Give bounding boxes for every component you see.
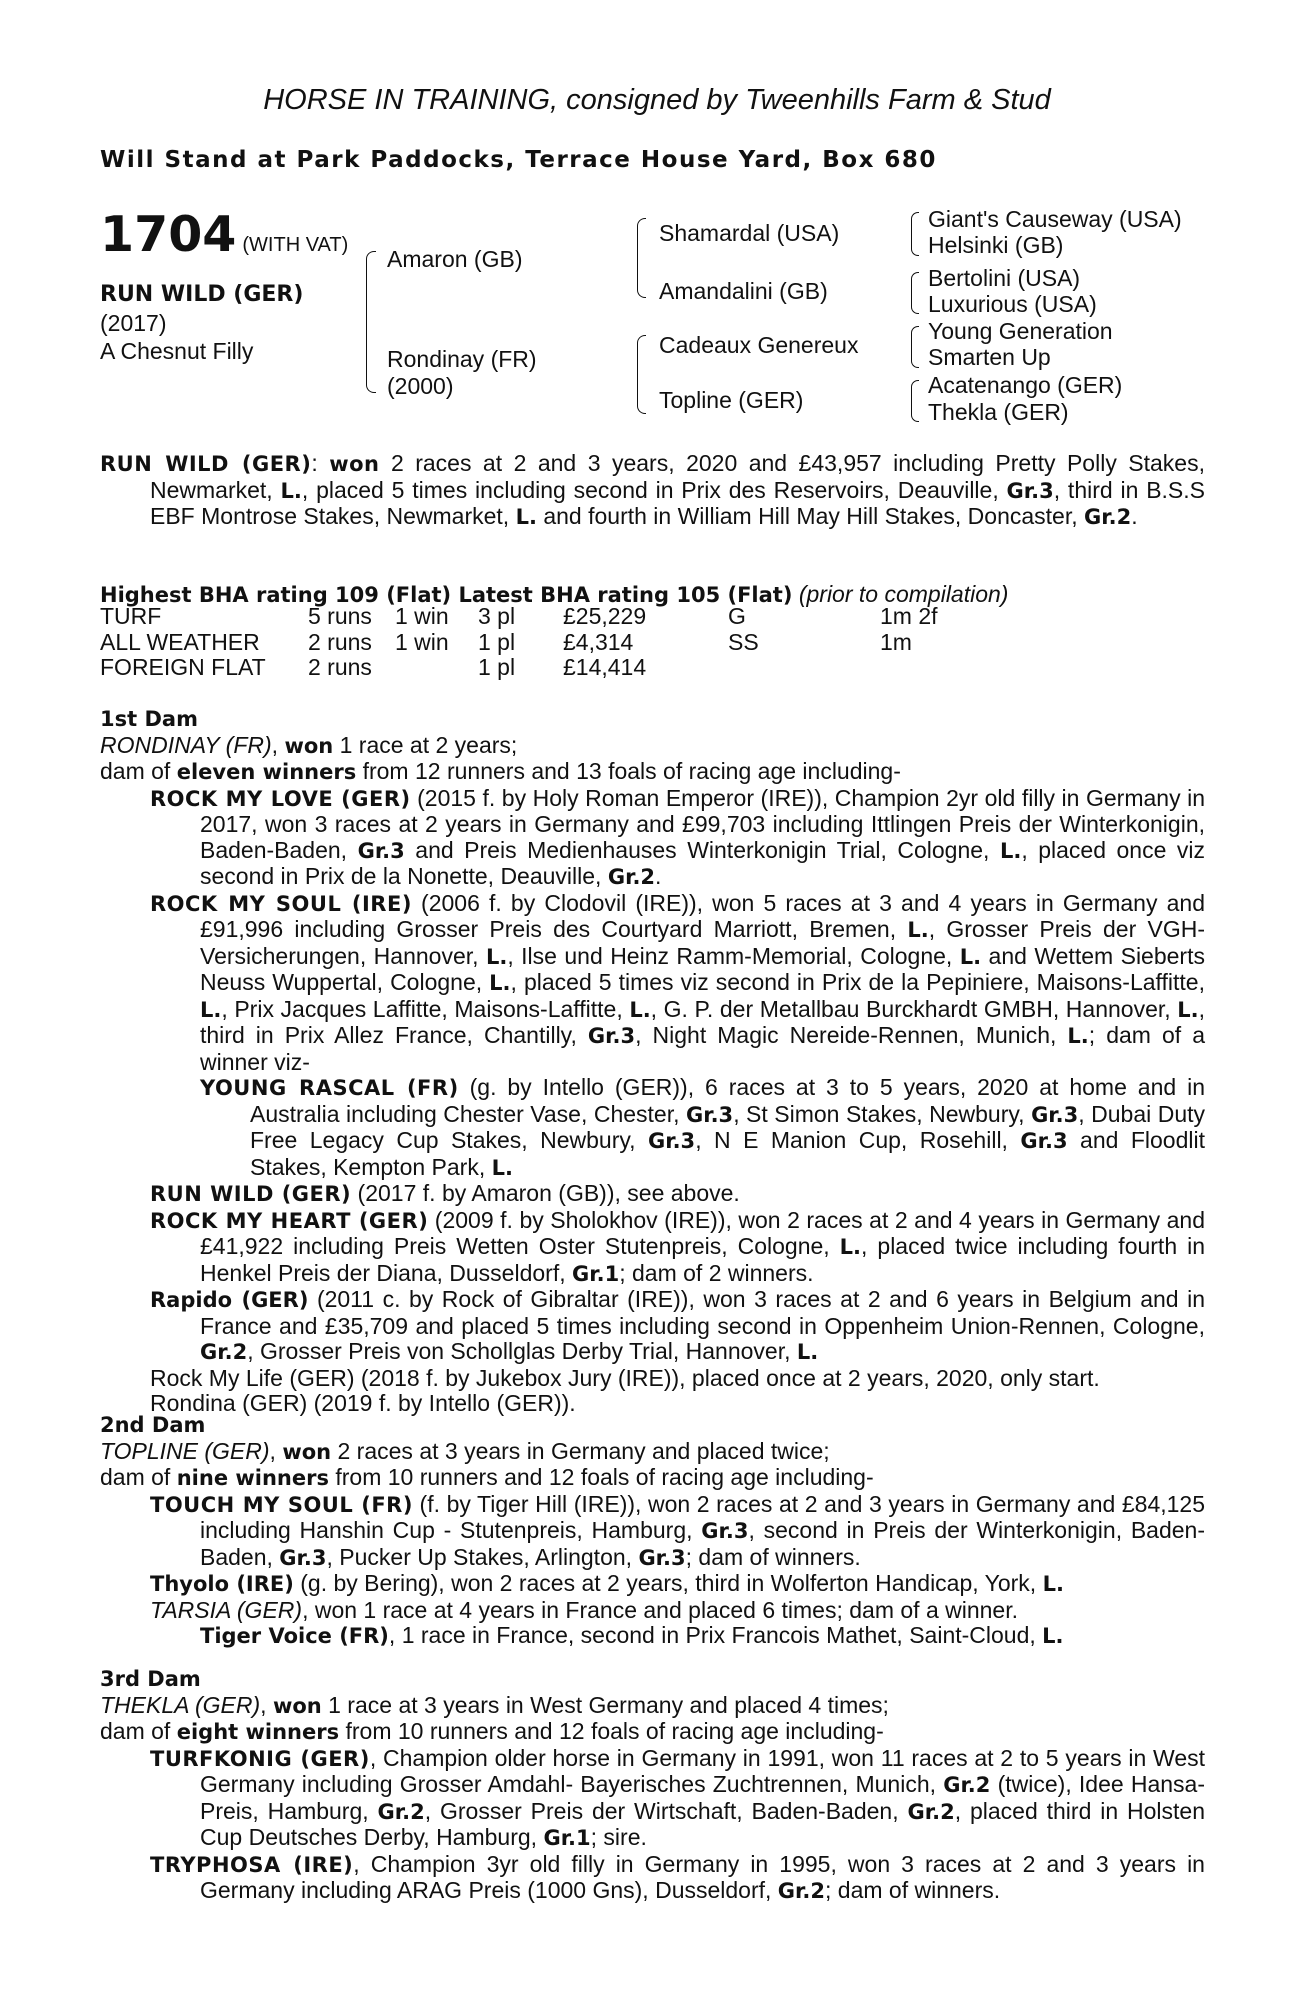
list-item: ROCK MY SOUL (IRE) (2006 f. by Clodovil (IRE)), won 5 races at 3 and 4 years in Germany and £91,996 including Grosser Preis des Courtyard Marriott, Bremen, L., Grosser Preis der VGH-Versicherungen, Hannover, L., Ilse und Heinz Ramm-Memorial, Cologne, L. and Wettem Sieberts Neuss Wuppertal, Cologne, L., placed 5 times viz second in Prix de la Pepiniere, Maisons-Laffitte, L., Prix Jacques Laffitte, Maisons-Laffitte, L., G. P. der Metallbau Burckhardt GMBH, Hannover, L., third in Prix Allez France, Chantilly, Gr.3, Night Magic Nereide-Rennen, Munich, L.; dam of a winner viz-: [150, 889, 1205, 1075]
table-row: [97, 630, 964, 656]
horse-identity: [100, 281, 303, 365]
horse-year: (2017): [100, 310, 167, 336]
second-dam-heading: 2nd Dam: [100, 1413, 206, 1437]
pedigree-brace-sire: [637, 218, 646, 298]
rating-heading: Highest BHA rating 109 (Flat) Latest BHA rating 105 (Flat): [100, 583, 793, 607]
record-runs: 2 runs: [308, 628, 372, 655]
record-placed: 1 pl: [478, 628, 516, 655]
record-going: G: [728, 603, 746, 629]
pedigree-sss: Giant's Causeway (USA): [928, 206, 1182, 232]
list-item: TURFKONIG (GER), Champion older horse in Germany in 1991, won 11 races at 2 to 5 years in West Germany including Grosser Amdahl- Bayerisches Zuchtrennen, Munich, Gr.2 (twice), Idee Hansa-Preis, Hamburg, Gr.2, Grosser Preis der Wirtschaft, Baden-Baden, Gr.2, placed third in Holsten Cup Deutsches Derby, Hamburg, Gr.1; sire.: [150, 1744, 1205, 1850]
list-item: TRYPHOSA (IRE), Champion 3yr old filly in Germany in 1995, won 3 races at 2 and 3 years in Germany including ARAG Preis (1000 Gns), Dusseldorf, Gr.2; dam of winners.: [150, 1850, 1205, 1903]
list-item: ROCK MY LOVE (GER) (2015 f. by Holy Roman Emperor (IRE)), Champion 2yr old filly in Germany in 2017, won 3 races at 2 years in Germany and £99,703 including Ittlingen Preis der Winterkonigin, Baden-Baden, Gr.3 and Preis Medienhauses Winterkonigin Trial, Cologne, L., placed once viz second in Prix de la Nonette, Deauville, Gr.2.: [150, 784, 1206, 889]
lot-number: 1704: [100, 206, 237, 263]
pedigree-sire-sire: Shamardal (USA): [659, 220, 840, 246]
record-prize: £14,414: [563, 654, 647, 680]
record-placed: 3 pl: [478, 603, 516, 629]
pedigree-dam-year: (2000): [387, 373, 454, 399]
record-distance: [877, 655, 964, 681]
pedigree-sire-dam: Amandalini (GB): [659, 278, 828, 304]
list-item: Rock My Life (GER) (2018 f. by Jukebox Jury (IRE)), placed once at 2 years, 2020, only start.: [150, 1364, 1100, 1391]
record-going: [725, 655, 877, 681]
record-surface: TURF: [100, 603, 162, 629]
list-item: Thyolo (IRE) (g. by Bering), won 2 races at 2 years, third in Wolferton Handicap, York, L.: [150, 1570, 1064, 1596]
table-row: [97, 604, 964, 630]
record-runs: 5 runs: [308, 603, 372, 629]
first-dam-section: 1st Dam RONDINAY (FR), won 1 race at 2 years; dam of eleven winners from 12 runners and 13 foals of racing age including- ROCK MY LOVE (GER) (2015 f. by Holy Roman Emperor (IRE)), Champion 2yr old filly in Germany in 2017, won 3 races at 2 years in Germany and £99,703 including Ittlingen Preis der Winterkonigin, Baden-Baden, Gr.3 and Preis Medienhauses Winterkonigin Trial, Cologne, L., placed once viz second in Prix de la Nonette, Deauville, Gr.2. ROCK MY SOUL (IRE) (2006 f. by Clodovil (IRE)), won 5 races at 3 and 4 years in Germany and £91,996 including Grosser Preis des Courtyard Marriott, Bremen, L., Grosser Preis der VGH-Versicherungen, Hannover, L., Ilse und Heinz Ramm-Memorial, Cologne, L. and Wettem Sieberts Neuss Wuppertal, Cologne, L., placed 5 times viz second in Prix de la Pepiniere, Maisons-Laffitte, L., Prix Jacques Laffitte, Maisons-Laffitte, L., G. P. der Metallbau Burckhardt GMBH, Hannover, L., third in Prix Allez France, Chantilly, Gr.3, Night Magic Nereide-Rennen, Munich, L.; dam of a winner viz- YOUNG RASCAL (FR) (g. by Intello (GER)), 6 races at 3 to 5 years, 2020 at home and in Australia including Chester Vase, Chester, Gr.3, St Simon Stakes, Newbury, Gr.3, Dubai Duty Free Legacy Cup Stakes, Newbury, Gr.3, N E Manion Cup, Rosehill, Gr.3 and Floodlit Stakes, Kempton Park, L. RUN WILD (GER) (2017 f. by Amaron (GB)), see above. ROCK MY HEART (GER) (2009 f. by Sholokhov (IRE)), won 2 races at 2 and 4 years in Germany and £41,922 including Preis Wetten Oster Stutenpreis, Cologne, L., placed twice including fourth in Henkel Preis der Diana, Dusseldorf, Gr.1; dam of 2 winners. Rapido (GER) (2011 c. by Rock of Gibraltar (IRE)), won 3 races at 2 and 6 years in Belgium and in France and £35,709 and placed 5 times including second in Oppenheim Union-Rennen, Cologne, Gr.2, Grosser Preis von Schollglas Derby Trial, Hannover, L. Rock My Life (GER) (2018 f. by Jukebox Jury (IRE)), placed once at 2 years, 2020, only start. Rondina (GER) (2019 f. by Intello (GER)).: [100, 707, 1206, 1416]
first-dam-heading: 1st Dam: [100, 707, 198, 731]
second-dam-section: 2nd Dam TOPLINE (GER), won 2 races at 3 years in Germany and placed twice; dam of nine winners from 10 runners and 12 foals of racing age including- TOUCH MY SOUL (FR) (f. by Tiger Hill (IRE)), won 2 races at 2 and 3 years in Germany and £84,125 including Hanshin Cup - Stutenpreis, Hamburg, Gr.3, second in Preis der Winterkonigin, Baden-Baden, Gr.3, Pucker Up Stakes, Arlington, Gr.3; dam of winners. Thyolo (IRE) (g. by Bering), won 2 races at 2 years, third in Wolferton Handicap, York, L. TARSIA (GER), won 1 race at 4 years in France and placed 6 times; dam of a winner. Tiger Voice (FR), 1 race in France, second in Prix Francois Mathet, Saint-Cloud, L.: [100, 1413, 1206, 1648]
record-surface: ALL WEATHER: [100, 628, 260, 655]
list-item: Tiger Voice (FR), 1 race in France, second in Prix Francois Mathet, Saint-Cloud, L.: [200, 1622, 1064, 1648]
rating-note: (prior to compilation): [798, 581, 1009, 607]
list-item: YOUNG RASCAL (FR) (g. by Intello (GER)), 6 races at 3 to 5 years, 2020 at home and in Australia including Chester Vase, Chester, Gr.3, St Simon Stakes, Newbury, Gr.3, Dubai Duty Free Legacy Cup Stakes, Newbury, Gr.3, N E Manion Cup, Rosehill, Gr.3 and Floodlit Stakes, Kempton Park, L.: [200, 1074, 1206, 1180]
list-item: TOUCH MY SOUL (FR) (f. by Tiger Hill (IRE)), won 2 races at 2 and 3 years in Germany and £84,125 including Hanshin Cup - Stutenpreis, Hamburg, Gr.3, second in Preis der Winterkonigin, Baden-Baden, Gr.3, Pucker Up Stakes, Arlington, Gr.3; dam of winners.: [150, 1490, 1206, 1570]
pedigree-sire: Amaron (GB): [387, 246, 523, 272]
record-prize: £4,314: [563, 628, 634, 655]
third-dam-heading: 3rd Dam: [100, 1667, 201, 1691]
horse-name: RUN WILD (GER): [100, 282, 304, 307]
record-going: SS: [728, 628, 759, 655]
pedigree-brace-dam: [637, 335, 646, 414]
summary-horse-name: RUN WILD (GER): [100, 452, 312, 476]
pedigree-brace-sss: [911, 212, 919, 256]
pedigree-sdd: Luxurious (USA): [928, 291, 1097, 317]
pedigree-ddd: Thekla (GER): [928, 399, 1069, 425]
pedigree-brace-dds: [911, 380, 919, 422]
horse-description: A Chesnut Filly: [100, 338, 254, 364]
pedigree-dam-sire: Cadeaux Genereux: [659, 332, 859, 358]
record-wins: [392, 655, 475, 681]
record-distance: 1m 2f: [880, 603, 938, 629]
pedigree-brace-gen1: [366, 251, 376, 393]
record-runs: 2 runs: [308, 654, 372, 680]
lot-number-block: [100, 206, 348, 263]
pedigree-sds: Bertolini (USA): [928, 265, 1081, 291]
list-item: Rondina (GER) (2019 f. by Intello (GER)).: [150, 1390, 576, 1416]
race-record-table: [97, 604, 964, 681]
list-item: ROCK MY HEART (GER) (2009 f. by Sholokhov (IRE)), won 2 races at 2 and 4 years in Germany and £41,922 including Preis Wetten Oster Stutenpreis, Cologne, L., placed twice including fourth in Henkel Preis der Diana, Dusseldorf, Gr.1; dam of 2 winners.: [150, 1206, 1205, 1286]
pedigree-brace-dss: [911, 326, 919, 368]
record-distance: 1m: [880, 628, 912, 655]
record-wins: 1 win: [395, 603, 449, 629]
pedigree-ssd: Helsinki (GB): [928, 232, 1064, 258]
list-item: RUN WILD (GER) (2017 f. by Amaron (GB)), see above.: [150, 1180, 740, 1206]
pedigree-dam: Rondinay (FR): [387, 346, 537, 372]
vat-label: (WITH VAT): [242, 234, 349, 256]
list-item: TARSIA (GER), won 1 race at 4 years in France and placed 6 times; dam of a winner.: [150, 1596, 1018, 1623]
list-item: Rapido (GER) (2011 c. by Rock of Gibraltar (IRE)), won 3 races at 2 and 6 years in Belgium and in France and £35,709 and placed 5 times including second in Oppenheim Union-Rennen, Cologne, Gr.2, Grosser Preis von Schollglas Derby Trial, Hannover, L.: [150, 1286, 1205, 1364]
third-dam-section: 3rd Dam THEKLA (GER), won 1 race at 3 years in West Germany and placed 4 times; dam of eight winners from 10 runners and 12 foals of racing age including- TURFKONIG (GER), Champion older horse in Germany in 1991, won 11 races at 2 to 5 years in West Germany including Grosser Amdahl- Bayerisches Zuchtrennen, Munich, Gr.2 (twice), Idee Hansa-Preis, Hamburg, Gr.2, Grosser Preis der Wirtschaft, Baden-Baden, Gr.2, placed third in Holsten Cup Deutsches Derby, Hamburg, Gr.1; sire. TRYPHOSA (IRE), Champion 3yr old filly in Germany in 1995, won 3 races at 2 and 3 years in Germany including ARAG Preis (1000 Gns), Dusseldorf, Gr.2; dam of winners.: [100, 1667, 1205, 1903]
record-prize: £25,229: [563, 603, 647, 629]
pedigree-dds: Acatenango (GER): [928, 372, 1123, 398]
stand-location: Will Stand at Park Paddocks, Terrace House Yard, Box 680: [100, 147, 937, 173]
table-row: [97, 655, 964, 681]
pedigree-brace-sds: [911, 272, 919, 314]
pedigree-dam-dam: Topline (GER): [659, 387, 804, 413]
record-wins: 1 win: [395, 628, 449, 655]
record-placed: 1 pl: [478, 654, 516, 680]
record-surface: FOREIGN FLAT: [100, 654, 266, 680]
pedigree-dsd: Smarten Up: [928, 344, 1051, 370]
pedigree-dss: Young Generation: [928, 318, 1113, 344]
race-summary: RUN WILD (GER): won 2 races at 2 and 3 years, 2020 and £43,957 including Pretty Polly Stakes, Newmarket, L., placed 5 times including second in Prix des Reservoirs, Deauville, Gr.3, third in B.S.S EBF Montrose Stakes, Newmarket, L. and fourth in William Hill May Hill Stakes, Doncaster, Gr.2.: [100, 450, 1205, 529]
page-title: HORSE IN TRAINING, consigned by Tweenhills Farm & Stud: [263, 84, 1051, 116]
